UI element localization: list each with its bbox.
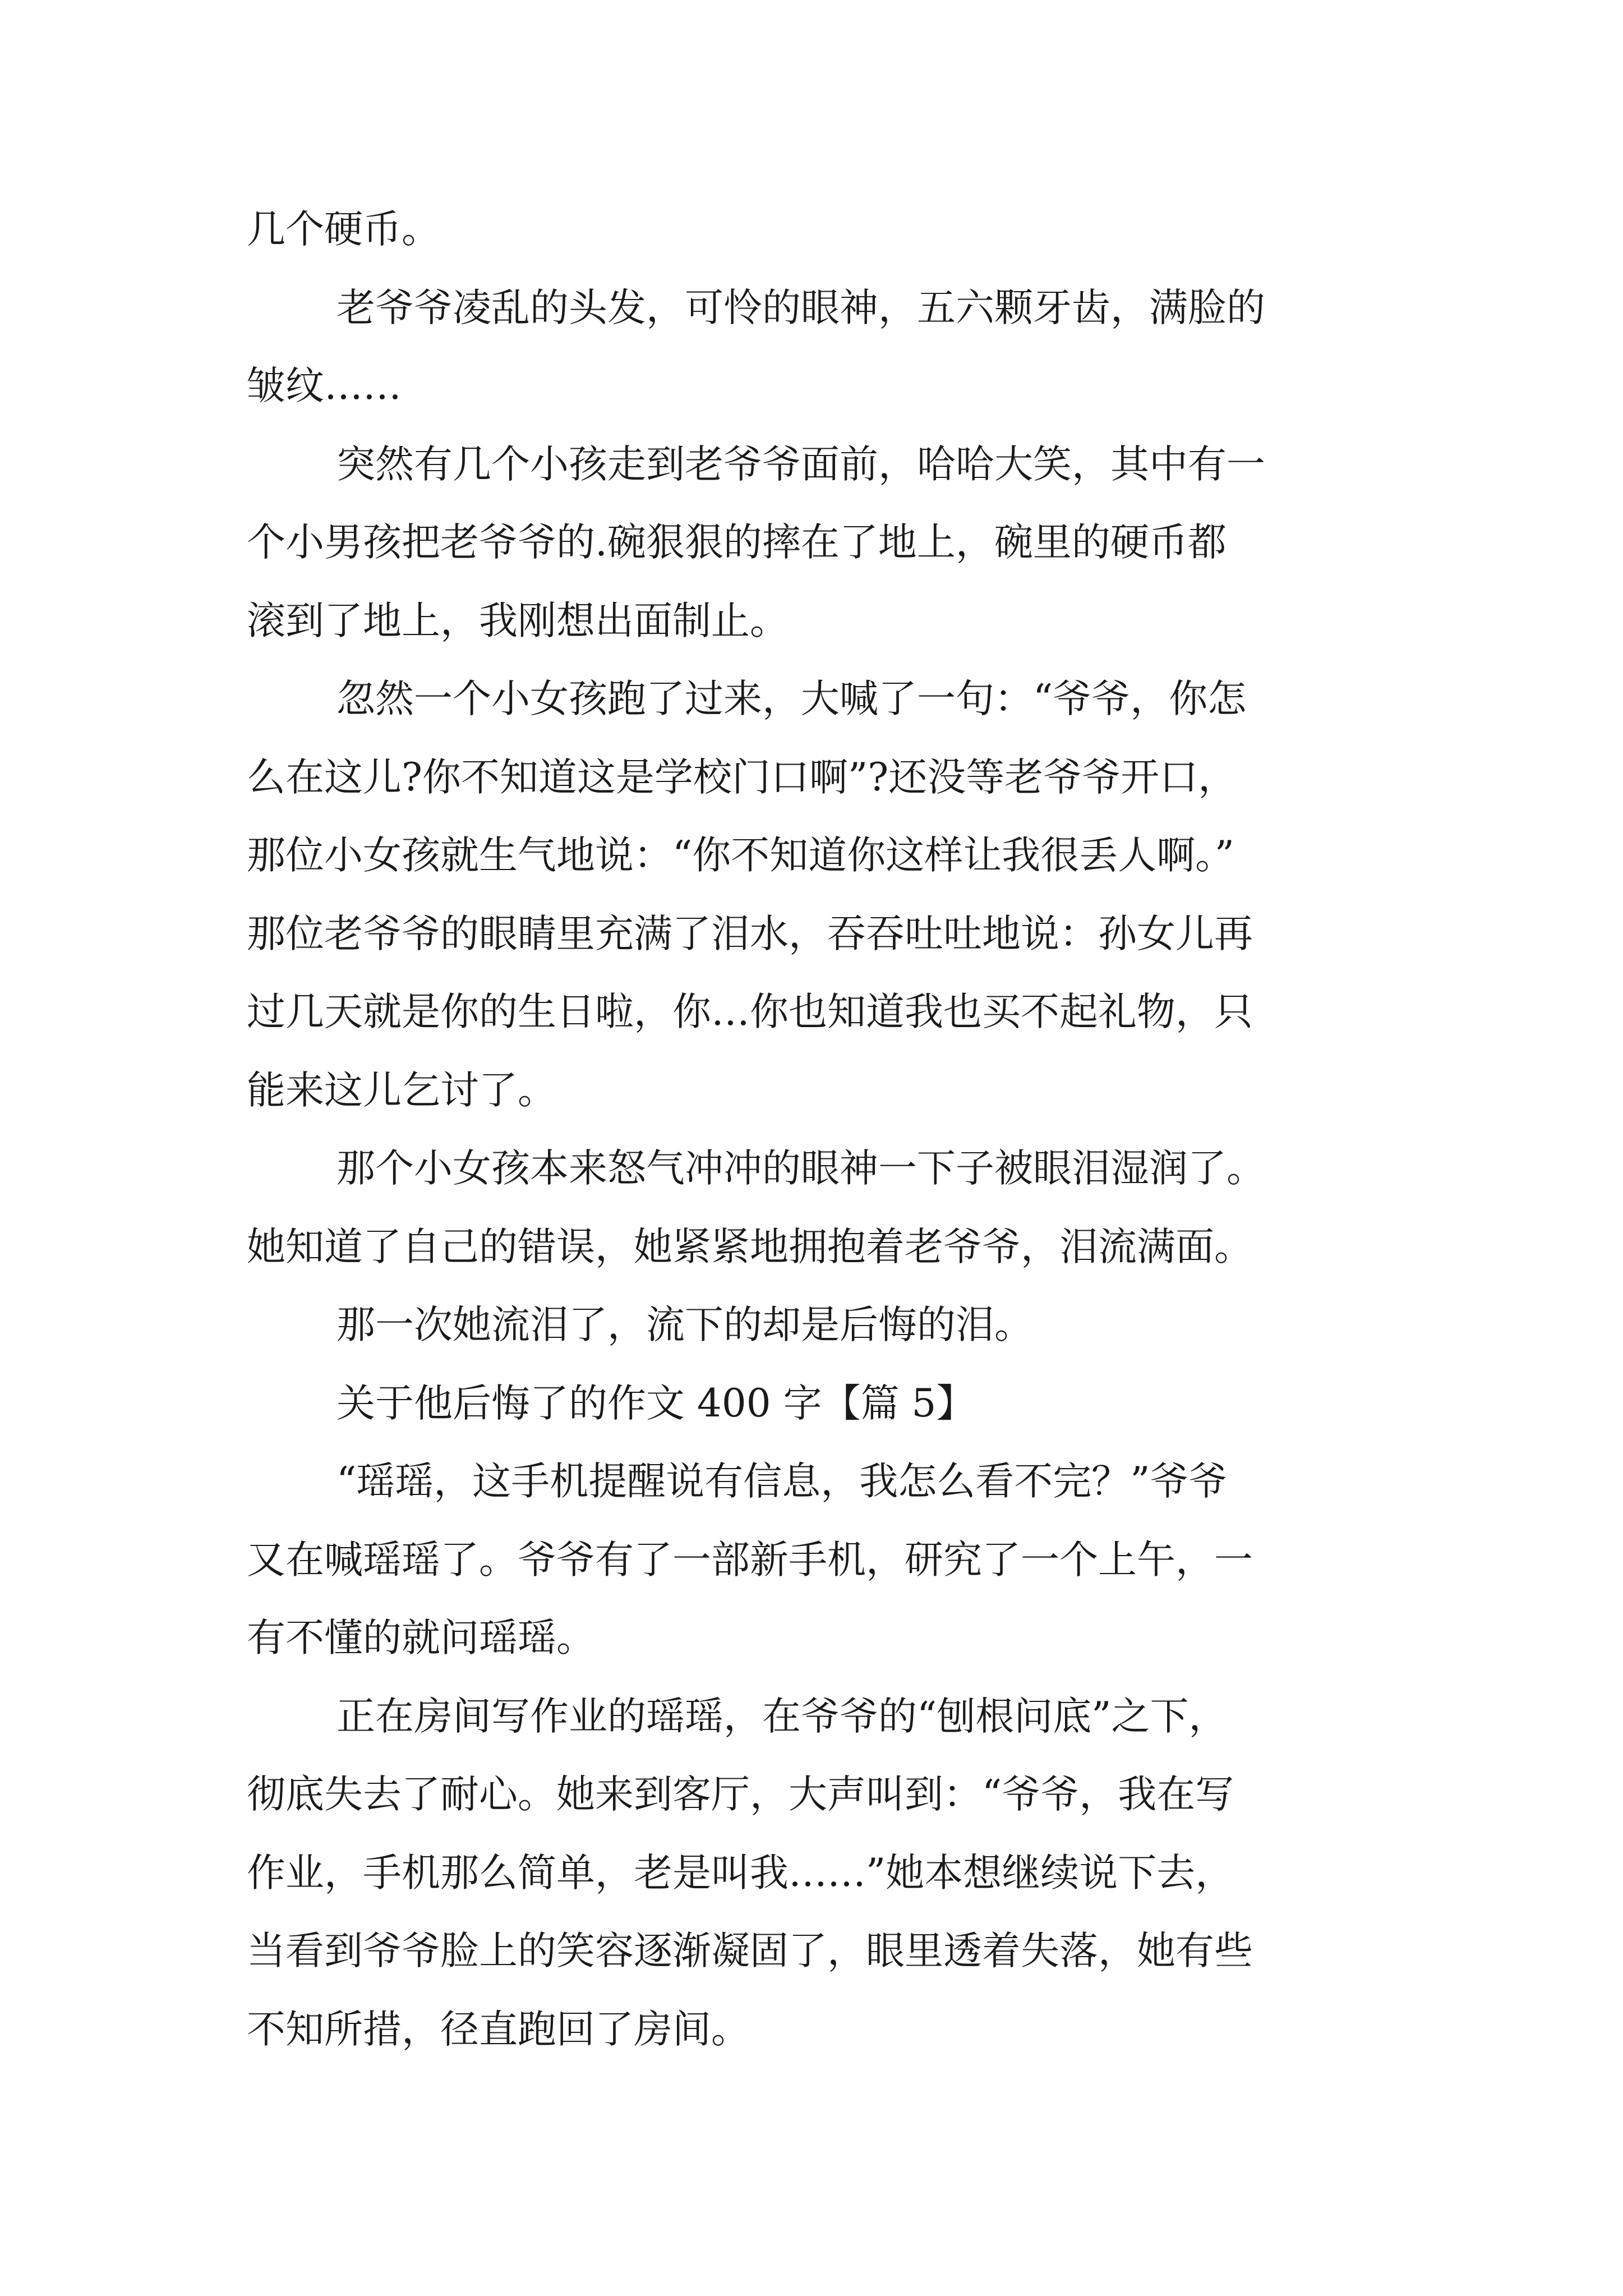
paragraph-line: 么在这儿?你不知道这是学校门口啊”?还没等老爷爷开口， [247, 754, 1237, 800]
paragraph-line: 那位小女孩就生气地说：“你不知道你这样让我很丢人啊。” [247, 833, 1235, 878]
paragraph-first-line: 忽然一个小女孩跑了过来，大喊了一句：“爷爷，你怎 [336, 677, 1247, 721]
paragraph-line: 那位老爷爷的眼睛里充满了泪水，吞吞吐吐地说：孙女儿再 [247, 911, 1253, 956]
paragraph-line: 有不懂的就问瑶瑶。 [247, 1616, 595, 1660]
paragraph-first-line: 突然有几个小孩走到老爷爷面前，哈哈大笑，其中有一 [336, 441, 1265, 487]
paragraph-line: 又在喊瑶瑶了。爷爷有了一部新手机，研究了一个上午，一 [247, 1537, 1253, 1582]
paragraph-line: 她知道了自己的错误，她紧紧地拥抱着老爷爷，泪流满面。 [247, 1224, 1253, 1269]
paragraph-line: 作业，手机那么简单，老是叫我……”她本想继续说下去， [247, 1850, 1234, 1895]
paragraph-line: 彻底失去了耐心。她来到客厅，大声叫到：“爷爷，我在写 [247, 1772, 1234, 1817]
paragraph-line: 能来这儿乞讨了。 [247, 1068, 556, 1113]
paragraph-first-line: “瑶瑶，这手机提醒说有信息，我怎么看不完？”爷爷 [336, 1459, 1228, 1504]
paragraph-first-line: 老爷爷凌乱的头发，可怜的眼神，五六颗牙齿，满脸的 [336, 285, 1265, 330]
paragraph-line: 皱纹…… [247, 364, 402, 408]
paragraph-first-line: 几个硬币。 [247, 207, 440, 252]
paragraph-first-line: 那一次她流泪了，流下的却是后悔的泪。 [336, 1303, 1033, 1347]
paragraph-first-line: 那个小女孩本来怒气冲冲的眼神一下子被眼泪湿润了。 [336, 1146, 1265, 1191]
paragraph-line: 过几天就是你的生日啦，你…你也知道我也买不起礼物，只 [247, 990, 1253, 1034]
paragraph-first-line: 关于他后悔了的作文 400 字【篇 5】 [336, 1381, 975, 1426]
paragraph-first-line: 正在房间写作业的瑶瑶，在爷爷的“刨根问底”之下， [336, 1694, 1228, 1739]
paragraph-line: 当看到爷爷脸上的笑容逐渐凝固了，眼里透着失落，她有些 [247, 1929, 1253, 1973]
paragraph-line: 不知所措，径直跑回了房间。 [247, 2007, 750, 2052]
paragraph-line: 滚到了地上，我刚想出面制止。 [247, 598, 789, 643]
document-body [247, 191, 1385, 2069]
paragraph-line: 个小男孩把老爷爷的.碗狠狠的摔在了地上，碗里的硬币都 [247, 520, 1227, 565]
